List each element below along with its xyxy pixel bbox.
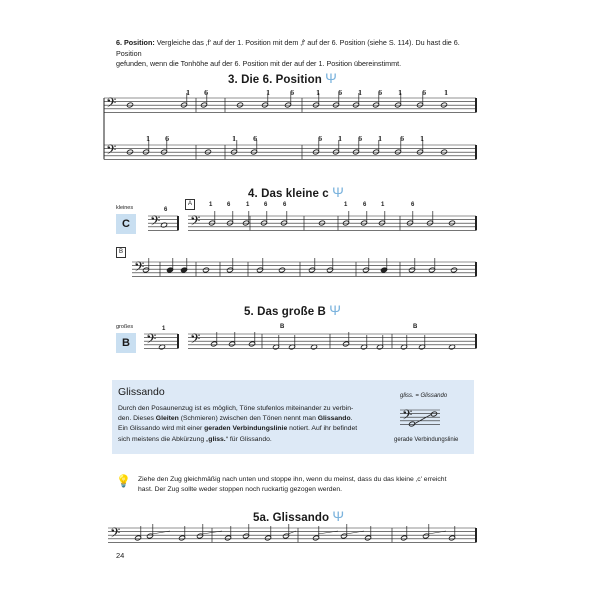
fingering-number: 6 xyxy=(165,136,170,143)
fingering-number: 1 xyxy=(398,90,403,97)
fingering-number: 6 xyxy=(363,202,367,208)
glissando-line: (Schmieren) zwischen den Tönen nennt man xyxy=(178,415,318,423)
exercise-label-b: B xyxy=(116,247,126,258)
fingering-number: 1 xyxy=(186,90,191,97)
bass-clef: 𝄢 xyxy=(110,525,121,544)
fingering-number: 6 xyxy=(338,90,343,97)
glissando-line: Ein Glissando wird mit einer xyxy=(118,425,205,433)
bass-clef: 𝄢 xyxy=(402,407,413,426)
fingering-number: 6 xyxy=(378,90,383,97)
fingering-number: 1 xyxy=(266,90,271,97)
fingering-number: 6 xyxy=(227,202,231,208)
glissando-figure-caption: gerade Verbindungslinie xyxy=(394,437,459,443)
fingering-number: 1 xyxy=(444,90,449,97)
fingering-number: 6 xyxy=(400,136,405,143)
fingering-number: 6 xyxy=(264,202,268,208)
fingering-number: 1 xyxy=(358,90,363,97)
bass-clef: 𝄢 xyxy=(106,95,117,114)
fingering-number: 1 xyxy=(209,202,213,208)
fingering-number: 6 xyxy=(204,90,209,97)
tip-line: Ziehe den Zug gleichmäßig nach unten und stoppe ihn, wenn du meinst, dass du das kleine ‚c' erreicht xyxy=(138,476,447,483)
kleines-label: kleines xyxy=(116,205,134,211)
fingering-number: 1 xyxy=(378,136,383,143)
b-marker: B xyxy=(280,324,285,330)
fingering-number: 1 xyxy=(344,202,348,208)
tuning-fork-icon: Ψ xyxy=(329,302,342,318)
tuning-fork-icon: Ψ xyxy=(332,508,345,524)
glissando-line: notiert. Auf ihr befindet xyxy=(287,425,358,433)
bass-clef: 𝄢 xyxy=(150,213,161,232)
glissando-figure-label: gliss. = Glissando xyxy=(400,393,448,399)
section-5-title-text: 5. Das große B xyxy=(244,306,326,318)
intro-line2: gefunden, wenn die Tonhöhe auf der 6. Position mit der auf der 1. Position übereinstimmt. xyxy=(116,59,402,68)
tuning-fork-icon: Ψ xyxy=(332,184,344,200)
fingering-number: 6 xyxy=(422,90,427,97)
glissando-bold: Glissando xyxy=(317,415,351,423)
note-head xyxy=(430,411,437,417)
fingering-number: 6 xyxy=(318,136,323,143)
note-head xyxy=(202,267,209,273)
exercise-label-a: A xyxy=(185,199,195,210)
glissando-line: Durch den Posaunenzug ist es möglich, Töne stufenlos miteinander zu verbin- xyxy=(118,405,354,412)
bass-clef: 𝄢 xyxy=(190,213,201,232)
grosses-label: großes xyxy=(116,324,134,330)
glissando-line: den. Dieses xyxy=(118,415,156,423)
section-5a-title-text: 5a. Glissando xyxy=(253,512,330,524)
fingering-number: 6 xyxy=(358,136,363,143)
note-badge-b: B xyxy=(116,333,136,353)
section-4-title-text: 4. Das kleine c xyxy=(248,188,329,200)
note-number: 6 xyxy=(164,207,168,213)
note-number: 1 xyxy=(162,326,166,332)
fingering-number: 1 xyxy=(246,202,250,208)
tuning-fork-icon: Ψ xyxy=(325,70,337,86)
note-head xyxy=(450,267,457,273)
intro-line1: Vergleiche das ‚f' auf der 1. Position mit dem ‚f' auf der 6. Position (siehe S. 114). Du hast die 6. Position xyxy=(116,38,460,58)
glissando-line: “ für Glissando. xyxy=(225,435,272,443)
fingering-number: 6 xyxy=(253,136,258,143)
intro-lead: 6. Position: xyxy=(116,38,155,47)
fingering-number: 1 xyxy=(232,136,237,143)
section-3-title-text: 3. Die 6. Position xyxy=(228,74,322,86)
lightbulb-icon: 💡 xyxy=(116,474,131,488)
glissando-bold: gliss. xyxy=(208,435,226,443)
tip-line: hast. Der Zug sollte weder stoppen noch ruckartig gezogen werden. xyxy=(138,486,343,494)
fingering-number: 1 xyxy=(338,136,343,143)
glissando-line: sich meistens die Abkürzung „ xyxy=(118,435,209,443)
b-marker: B xyxy=(413,324,418,330)
fingering-number: 1 xyxy=(381,202,385,208)
fingering-number: 1 xyxy=(146,136,151,143)
glissando-line: . xyxy=(350,415,353,423)
fingering-number: 6 xyxy=(411,202,415,208)
glissando-bold: Gleiten xyxy=(155,415,179,423)
fingering-number: 1 xyxy=(420,136,425,143)
bass-clef: 𝄢 xyxy=(190,331,201,350)
bass-clef: 𝄢 xyxy=(146,331,157,350)
glissando-title: Glissando xyxy=(118,386,165,398)
fingering-number: 1 xyxy=(316,90,321,97)
glissando-line xyxy=(414,414,432,424)
note-head xyxy=(278,267,285,273)
fingering-number: 6 xyxy=(290,90,295,97)
bass-clef: 𝄢 xyxy=(134,259,145,278)
bass-clef: 𝄢 xyxy=(106,142,117,161)
note-badge-c: C xyxy=(116,214,136,234)
page-number: 24 xyxy=(116,551,125,560)
fingering-number: 6 xyxy=(283,202,287,208)
glissando-bold: geraden Verbindungslinie xyxy=(204,425,288,433)
